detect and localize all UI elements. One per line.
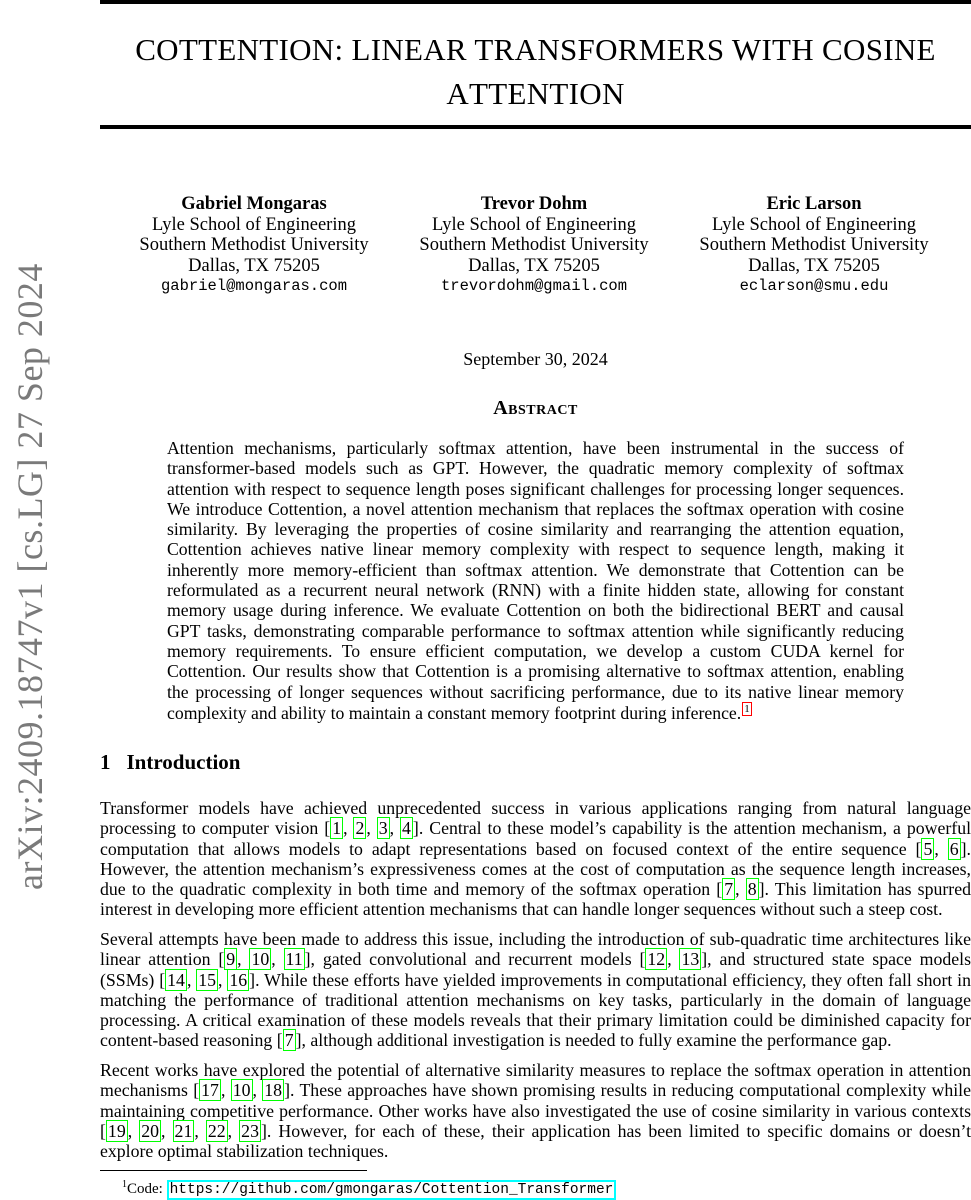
abstract-heading: Abstract bbox=[493, 397, 578, 419]
citation-link[interactable]: 14 bbox=[167, 969, 185, 990]
title-top-rule bbox=[100, 0, 971, 4]
footnote bbox=[122, 1175, 616, 1200]
author-2 bbox=[384, 194, 684, 297]
intro-paragraph-2: Several attempts have been made to address this issue, including the introduction of sub-quadratic time architectures like linear attention [ 9 , 10 , 11 ], gated convolutional and recurrent models [ 12 , 13 ], and structured state space models (SSMs) [ 14 , 15 , 16 ]. While these efforts have yielded improvements in computational efficiency, they often fall short in matching the performance of traditional attention mechanisms on key tasks, particularly in the domain of language processing. A critical examination of these models reveals that their primary limitation could be diminished capacity for content-based reasoning [ 7 ], although additional investigation is needed to fully examine the performance gap. bbox=[100, 929, 971, 1051]
citation-link[interactable]: 3 bbox=[378, 818, 388, 839]
citation-link[interactable]: 17 bbox=[201, 1080, 219, 1101]
footnote-mark: 1 bbox=[122, 1179, 127, 1190]
intro-paragraph-3: Recent works have explored the potential of alternative similarity measures to replace the softmax operation in attention mechanisms [ 17 , 10 , 18 ]. These approaches have shown promising results in reducing computational complexity while maintaining competitive performance. Other works have also investigated the use of cosine similarity in various contexts [ 19 , 20 , 21 , 22 , 23 ]. However, for each of these, their application has been limited to specific domains or doesn’t explore optimal stabilization techniques. bbox=[100, 1060, 971, 1162]
citation-link[interactable]: 5 bbox=[923, 838, 933, 859]
author-school: Lyle School of Engineering bbox=[712, 214, 916, 235]
citation-link[interactable]: 9 bbox=[226, 949, 236, 970]
author-email: gabriel@mongaras.com bbox=[160, 277, 348, 295]
code-url-link[interactable]: https://github.com/gmongaras/Cottention_Transformer bbox=[167, 1180, 617, 1200]
citation-link[interactable]: 18 bbox=[264, 1080, 283, 1101]
author-university: Southern Methodist University bbox=[419, 235, 649, 255]
citation-link[interactable]: 10 bbox=[232, 1080, 251, 1101]
section-number: 1 bbox=[100, 750, 111, 774]
citation-link[interactable]: 13 bbox=[681, 949, 700, 970]
author-university: Southern Methodist University bbox=[699, 235, 929, 255]
abstract-body bbox=[167, 438, 904, 723]
citation-link[interactable]: 2 bbox=[355, 818, 365, 839]
abstract-text: Attention mechanisms, particularly softmax attention, have been instrumental in the success of transformer-based models such as GPT. However, the quadratic memory complexity of softmax attention with respect to sequence length poses significant challenges for processing longer sequences. We introduce Cottention, a novel attention mechanism that replaces the softmax operation with cosine similarity. By leveraging the properties of cosine similarity and rearranging the attention equation, Cottention achieves native linear memory complexity with respect to sequence length, making it inherently more memory-efficient than softmax attention. We demonstrate that Cottention can be reformulated as a recurrent neural network (RNN) with a finite hidden state, allowing for constant memory usage during inference. We evaluate Cottention on both the bidirectional BERT and causal GPT tasks, demonstrating comparable performance to softmax attention while significantly reducing memory requirements. To ensure efficient computation, we develop a custom CUDA kernel for Cottention. Our results show that Cottention is a promising alternative to softmax attention, enabling the processing of longer sequences without sacrificing performance, due to its native linear memory complexity and ability to maintain a constant memory footprint during inference. bbox=[167, 438, 904, 723]
author-1 bbox=[104, 194, 404, 297]
footnote-link[interactable]: 1 bbox=[744, 702, 750, 715]
author-school: Lyle School of Engineering bbox=[432, 214, 636, 235]
title-bottom-rule bbox=[100, 125, 971, 129]
section-title: Introduction bbox=[126, 750, 241, 774]
footnote-label: Code: bbox=[127, 1181, 167, 1197]
citation-link[interactable]: 15 bbox=[198, 969, 217, 990]
intro-paragraph-1: Transformer models have achieved unprecedented success in various applications ranging from natural language processing to computer vision [ 1 , 2 , 3 , 4 ]. Central to these model’s capability is the attention mechanism, a powerful computation that allows models to adapt representations based on focused context of the entire sequence [ 5 , 6 ]. However, the attention mechanism’s expressiveness comes at the cost of computation as the sequence length increases, due to the quadratic complexity in both time and memory of the softmax operation [ 7 , 8 ]. This limitation has spurred interest in developing more efficient attention mechanisms that can handle longer sequences without such a steep cost. bbox=[100, 798, 971, 920]
author-3 bbox=[664, 194, 964, 297]
citation-link[interactable]: 12 bbox=[647, 949, 666, 970]
citation-link[interactable]: 8 bbox=[747, 879, 757, 900]
citation-link[interactable]: 22 bbox=[207, 1120, 226, 1141]
citation-link[interactable]: 1 bbox=[332, 818, 342, 839]
author-university: Southern Methodist University bbox=[139, 235, 369, 255]
citation-link[interactable]: 23 bbox=[241, 1120, 259, 1141]
publication-date: September 30, 2024 bbox=[463, 349, 608, 369]
author-city: Dallas, TX 75205 bbox=[188, 255, 320, 276]
author-email: trevordohm@gmail.com bbox=[440, 277, 628, 295]
paper-title bbox=[100, 28, 971, 116]
title-line-2: ATTENTION bbox=[446, 76, 625, 111]
arxiv-stamp: arXiv:2409.18747v1 [cs.LG] 27 Sep 2024 bbox=[10, 263, 50, 890]
citation-link[interactable]: 4 bbox=[402, 818, 411, 839]
citation-link[interactable]: 7 bbox=[284, 1030, 294, 1051]
citation-link[interactable]: 10 bbox=[251, 949, 270, 970]
author-name: Gabriel Mongaras bbox=[181, 194, 327, 214]
author-name: Trevor Dohm bbox=[480, 194, 588, 214]
citation-link[interactable]: 19 bbox=[107, 1120, 126, 1141]
citation-link[interactable]: 11 bbox=[285, 949, 303, 970]
citation-link[interactable]: 6 bbox=[949, 838, 959, 859]
section-heading bbox=[100, 750, 240, 775]
author-name: Eric Larson bbox=[766, 194, 862, 214]
author-city: Dallas, TX 75205 bbox=[748, 255, 880, 276]
title-line-1: COTTENTION: LINEAR TRANSFORMERS WITH COSINE bbox=[135, 32, 936, 67]
footnote-rule bbox=[100, 1170, 367, 1171]
citation-link[interactable]: 21 bbox=[174, 1120, 193, 1141]
author-city: Dallas, TX 75205 bbox=[468, 255, 600, 276]
author-school: Lyle School of Engineering bbox=[152, 214, 356, 235]
citation-link[interactable]: 7 bbox=[724, 879, 734, 900]
author-email: eclarson@smu.edu bbox=[739, 277, 889, 295]
citation-link[interactable]: 16 bbox=[229, 969, 248, 990]
citation-link[interactable]: 20 bbox=[141, 1120, 160, 1141]
